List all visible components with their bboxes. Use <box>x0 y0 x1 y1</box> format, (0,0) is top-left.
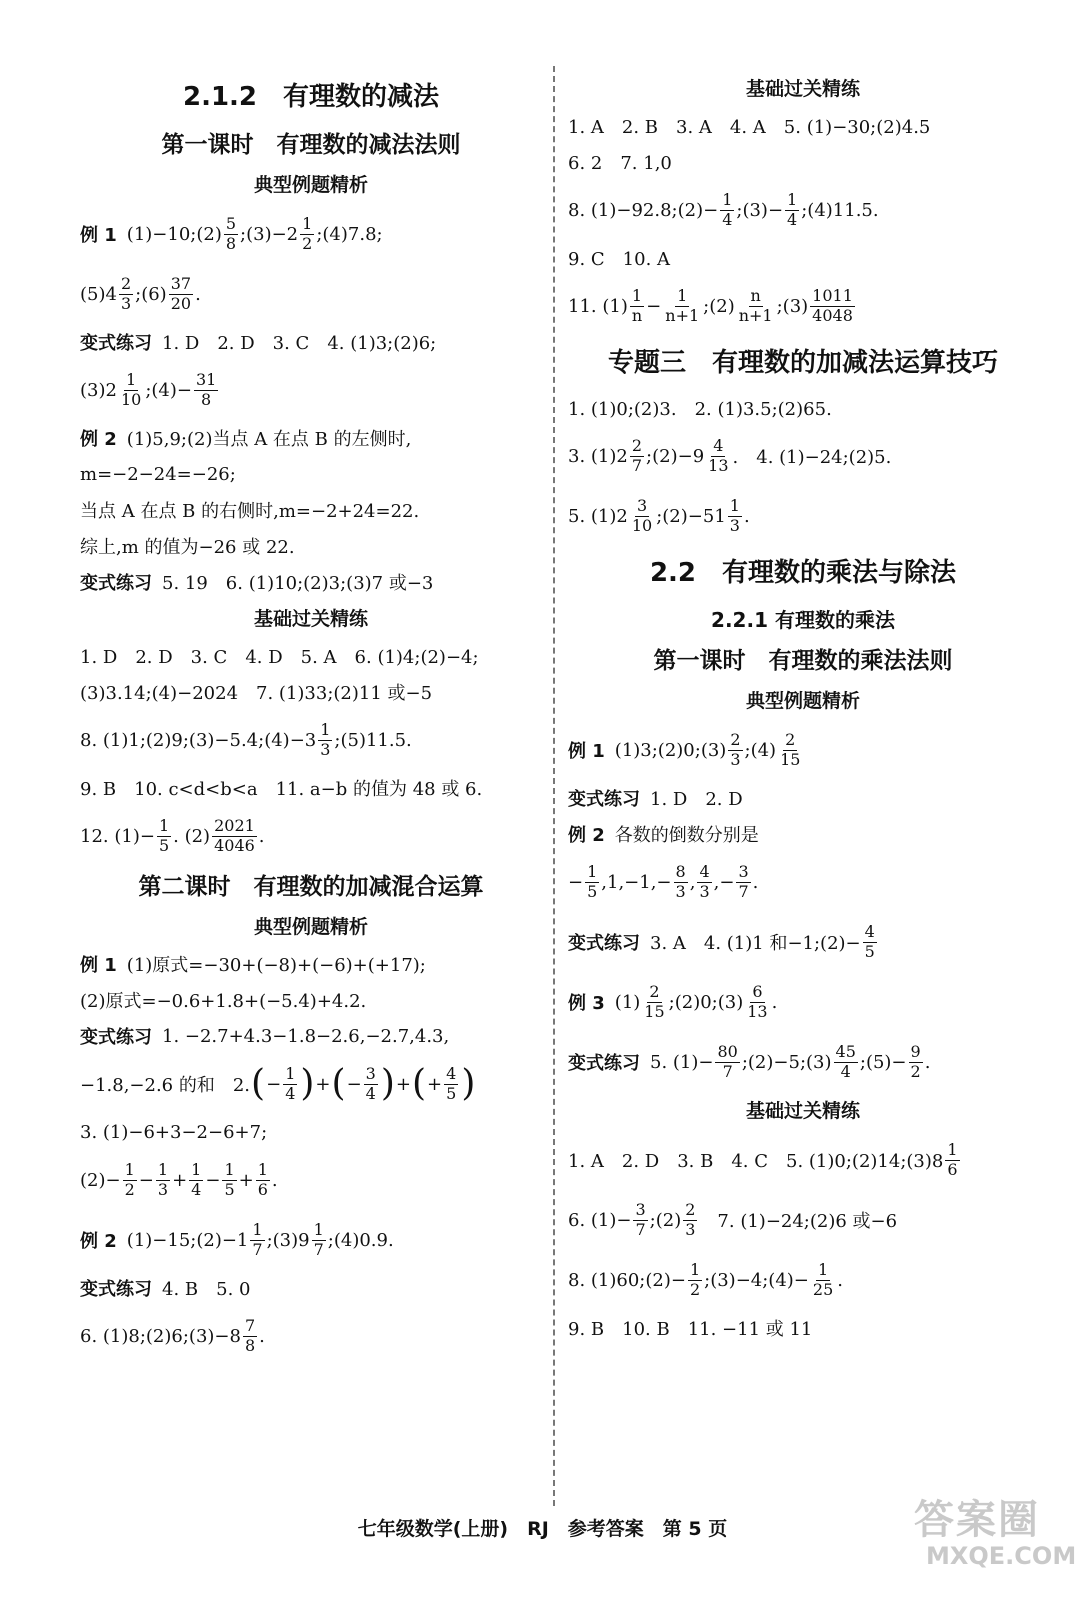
example-2-line-3: 当点 A 在点 B 的右侧时,m=−2+24=22. <box>80 501 420 522</box>
fraction: $\frac{2021}{4046}$ <box>214 816 255 855</box>
practice-line-3: 3. (1)−6+3−2−6+7; <box>80 1121 268 1143</box>
watermark-logo <box>914 1488 1077 1588</box>
topic-line-2: 3. (1)2 $\frac{2}{7}$ ;(2)−9 $\frac{4}{13}$ . 4. (1)−24;(2)5. <box>568 436 892 475</box>
basic-r-line-2: 6. (1)− $\frac{3}{7}$ ;(2) $\frac{2}{3}$ 7. (1)−24;(2)6 或−6 <box>568 1200 898 1239</box>
heading-basic-practice-r: 基础过关精练 <box>745 78 860 100</box>
practice-line-4: (2)− $\frac{1}{2}$ − $\frac{1}{3}$ + $\frac{1}{4}$ − $\frac{1}{5}$ + $\frac{1}{6}$ . <box>80 1160 278 1199</box>
left-column <box>80 70 542 1366</box>
variant-label: 变式练习 <box>568 1053 640 1074</box>
variant-practice-r2: 变式练习 3. A 4. (1)1 和−1;(2)− $\frac{4}{5}$ <box>568 922 875 961</box>
fraction: $\frac{2}{7}$ <box>631 436 643 475</box>
heading-basic-practice-r2: 基础过关精练 <box>745 1100 860 1122</box>
answer-line-r3: 8. (1)−92.8;(2)− $\frac{1}{4}$ ;(3)− $\frac{1}{4}$ ;(4)11.5. <box>568 190 879 229</box>
fraction: $\frac{31}{8}$ <box>195 370 217 409</box>
variant-practice-r1: 变式练习 1. D 2. D <box>568 780 1038 816</box>
example-label: 例 2 <box>80 1231 117 1252</box>
fraction: $\frac{9}{2}$ <box>910 1042 921 1081</box>
fraction: $\frac{1}{5}$ <box>158 816 170 855</box>
fraction: $\frac{3}{7}$ <box>738 862 749 901</box>
topic-line-1: 1. (1)0;(2)3. 2. (1)3.5;(2)65. <box>568 399 832 420</box>
fraction: $\frac{8}{3}$ <box>675 862 686 901</box>
variant-practice-4: 变式练习 4. B 5. 0 <box>80 1270 542 1306</box>
answer-line-r5: 11. (1) $\frac{1}{n}$ − $\frac{1}{n+1}$ ;(2) $\frac{n}{n+1}$ ;(3) $\frac{1011}{4048}$ <box>568 286 853 325</box>
variant-practice-r3: 变式练习 5. (1)− $\frac{80}{7}$ ;(2)−5;(3) $\frac{45}{4}$ ;(5)− $\frac{9}{2}$ . <box>568 1042 931 1081</box>
fraction: $\frac{4}{13}$ <box>708 436 729 475</box>
topic-line-3: 5. (1)2 $\frac{3}{10}$ ;(2)−51 $\frac{1}{3}$ . <box>568 496 750 535</box>
variant-practice-2: 变式练习 5. 19 6. (1)10;(2)3;(3)7 或−3 <box>80 564 542 600</box>
fraction: $\frac{1011}{4048}$ <box>812 286 853 325</box>
example-3-r: 例 3 (1) $\frac{2}{15}$ ;(2)0;(3) $\frac{6}{13}$ . <box>568 982 778 1021</box>
variant-label: 变式练习 <box>568 789 640 810</box>
variant-practice-1: 变式练习 1. D 2. D 3. C 4. (1)3;(2)6; <box>80 324 542 360</box>
example-label: 例 3 <box>568 993 605 1014</box>
topic-3-title: 专题三 有理数的加减法运算技巧 <box>607 348 998 378</box>
fraction: $\frac{6}{13}$ <box>747 982 768 1021</box>
example-1b-line-2: (2)原式=−0.6+1.8+(−5.4)+4.2. <box>80 991 367 1012</box>
right-column <box>568 70 1038 1346</box>
example-1-line-2: (5)4 $\frac{2}{3}$ ;(6) $\frac{37}{20}$ . <box>80 274 201 313</box>
example-2-r-line-2: − $\frac{1}{5}$ ,1,−1,− $\frac{8}{3}$ , $\frac{4}{3}$ ,− $\frac{3}{7}$ . <box>568 862 759 901</box>
lesson-title-mult: 第一课时 有理数的乘法法则 <box>653 648 953 674</box>
example-2-line-2: m=−2−24=−26; <box>80 463 236 485</box>
fraction: $\frac{2}{3}$ <box>685 1200 696 1239</box>
fraction: $\frac{80}{7}$ <box>717 1042 738 1081</box>
fraction: $\frac{37}{20}$ <box>170 274 192 313</box>
basic-r-line-1: 1. A 2. D 3. B 4. C 5. (1)0;(2)14;(3)8 $\frac{1}{6}$ <box>568 1140 958 1179</box>
fraction: $\frac{1}{25}$ <box>812 1260 834 1299</box>
fraction: $\frac{1}{3}$ <box>320 720 331 759</box>
fraction: $\frac{1}{4}$ <box>191 1160 202 1199</box>
fraction: $\frac{1}{10}$ <box>120 370 142 409</box>
variant-practice-1-line-2: (3)2 $\frac{1}{10}$ ;(4)− $\frac{31}{8}$ <box>80 370 217 409</box>
section-title-2-1-2: 2.1.2 有理数的减法 <box>182 82 440 112</box>
example-label: 例 2 <box>568 825 605 846</box>
heading-typical-examples-2: 典型例题精析 <box>253 916 368 938</box>
fraction: $\frac{1}{6}$ <box>257 1160 268 1199</box>
fraction: $\frac{2}{15}$ <box>780 730 801 769</box>
variant-label: 变式练习 <box>80 333 152 354</box>
fraction: $\frac{2}{3}$ <box>120 274 132 313</box>
fraction: $\frac{1}{4}$ <box>722 190 733 229</box>
basic-practice-line-4: 9. B 10. c<d<b<a 11. a−b 的值为 48 或 6. <box>80 779 483 800</box>
fraction: $\frac{1}{3}$ <box>729 496 740 535</box>
section-title-2-2: 2.2 有理数的乘法与除法 <box>649 558 957 588</box>
variant-practice-3: 变式练习 1. −2.7+4.3−1.8−2.6,−2.7,4.3, <box>80 1018 542 1054</box>
fraction: $\frac{n}{n+1}$ <box>738 286 773 325</box>
basic-practice-line-3: 8. (1)1;(2)9;(3)−5.4;(4)−3 $\frac{1}{3}$ ;(5)11.5. <box>80 720 412 759</box>
heading-typical-examples: 典型例题精析 <box>253 174 368 196</box>
heading-basic-practice: 基础过关精练 <box>253 608 368 630</box>
fraction: $\frac{1}{3}$ <box>157 1160 169 1199</box>
fraction: $\frac{1}{5}$ <box>224 1160 235 1199</box>
example-2b-line: 例 2 (1)−15;(2)−1 $\frac{1}{7}$ ;(3)9 $\frac{1}{7}$ ;(4)0.9. <box>80 1220 394 1259</box>
answer-line-r1: 1. A 2. B 3. A 4. A 5. (1)−30;(2)4.5 <box>568 117 931 138</box>
lesson-title-1: 第一课时 有理数的减法法则 <box>161 132 461 158</box>
watermark-text: 答案圈 <box>914 1497 1040 1543</box>
example-1-line: 例 1 (1)−10;(2) $\frac{5}{8}$ ;(3)−2 $\frac{1}{2}$ ;(4)7.8; <box>80 214 383 253</box>
fraction: $\frac{2}{15}$ <box>644 982 665 1021</box>
example-2-r: 例 2 各数的倒数分别是 <box>568 816 1038 852</box>
example-label: 例 1 <box>80 225 117 246</box>
fraction: $\frac{1}{2}$ <box>124 1160 135 1199</box>
example-2-line: 例 2 (1)5,9;(2)当点 A 在点 B 的左侧时, <box>80 420 542 456</box>
fraction: $\frac{1}{2}$ <box>689 1260 701 1299</box>
practice-line-6: 6. (1)8;(2)6;(3)−8 $\frac{7}{8}$ . <box>80 1316 265 1355</box>
basic-practice-line-2: (3)3.14;(4)−2024 7. (1)33;(2)11 或−5 <box>80 683 433 704</box>
example-1-r: 例 1 (1)3;(2)0;(3) $\frac{2}{3}$ ;(4) $\frac{2}{15}$ <box>568 730 801 769</box>
example-1b-line: 例 1 (1)原式=−30+(−8)+(−6)+(+17); <box>80 946 542 982</box>
fraction: $\frac{1}{7}$ <box>252 1220 263 1259</box>
example-label: 例 1 <box>568 741 605 762</box>
column-divider <box>553 66 555 1506</box>
fraction: $\frac{1}{7}$ <box>313 1220 324 1259</box>
variant-label: 变式练习 <box>80 1027 152 1048</box>
example-label: 例 1 <box>80 955 117 976</box>
variant-label: 变式练习 <box>80 1279 152 1300</box>
example-2-line-4: 综上,m 的值为−26 或 22. <box>80 537 295 558</box>
basic-r-line-4: 9. B 10. B 11. −11 或 11 <box>568 1319 813 1340</box>
basic-practice-line-5: 12. (1)− $\frac{1}{5}$ . (2) $\frac{2021}{4046}$ . <box>80 816 265 855</box>
example-label: 例 2 <box>80 429 117 450</box>
heading-typical-examples-r: 典型例题精析 <box>745 690 860 712</box>
fraction: $\frac{1}{4}$ <box>285 1064 296 1103</box>
answer-line-r4: 9. C 10. A <box>568 249 671 270</box>
page-footer: 七年级数学(上册) RJ 参考答案 第 5 页 <box>357 1518 728 1540</box>
fraction: $\frac{1}{6}$ <box>947 1140 958 1179</box>
fraction: $\frac{3}{10}$ <box>631 496 653 535</box>
basic-practice-line-1: 1. D 2. D 3. C 4. D 5. A 6. (1)4;(2)−4; <box>80 647 479 668</box>
answer-line-r2: 6. 2 7. 1,0 <box>568 153 672 174</box>
fraction: $\frac{4}{5}$ <box>864 922 875 961</box>
variant-practice-3-line-2: −1.8,−2.6 的和 2. ( − $\frac{1}{4}$ ) + ( − $\frac{3}{4}$ ) + ( + $\frac{4}{5}$ ) <box>80 1063 476 1104</box>
fraction: $\frac{3}{7}$ <box>635 1200 646 1239</box>
variant-label: 变式练习 <box>80 573 152 594</box>
watermark-url: MXQE.COM <box>926 1542 1077 1570</box>
fraction: $\frac{1}{n+1}$ <box>665 286 700 325</box>
section-title-2-2-1: 2.2.1 有理数的乘法 <box>711 608 895 632</box>
fraction: $\frac{1}{2}$ <box>302 214 313 253</box>
fraction: $\frac{4}{3}$ <box>699 862 710 901</box>
variant-label: 变式练习 <box>568 933 640 954</box>
fraction: $\frac{2}{3}$ <box>730 730 741 769</box>
lesson-title-2: 第二课时 有理数的加减混合运算 <box>138 874 484 900</box>
fraction: $\frac{1}{n}$ <box>631 286 643 325</box>
fraction: $\frac{45}{4}$ <box>835 1042 856 1081</box>
basic-r-line-3: 8. (1)60;(2)− $\frac{1}{2}$ ;(3)−4;(4)− $\frac{1}{25}$ . <box>568 1260 843 1299</box>
fraction: $\frac{1}{5}$ <box>587 862 598 901</box>
fraction: $\frac{4}{5}$ <box>446 1064 457 1103</box>
fraction: $\frac{3}{4}$ <box>365 1064 376 1103</box>
fraction: $\frac{5}{8}$ <box>225 214 237 253</box>
fraction: $\frac{1}{4}$ <box>787 190 798 229</box>
fraction: $\frac{7}{8}$ <box>244 1316 256 1355</box>
